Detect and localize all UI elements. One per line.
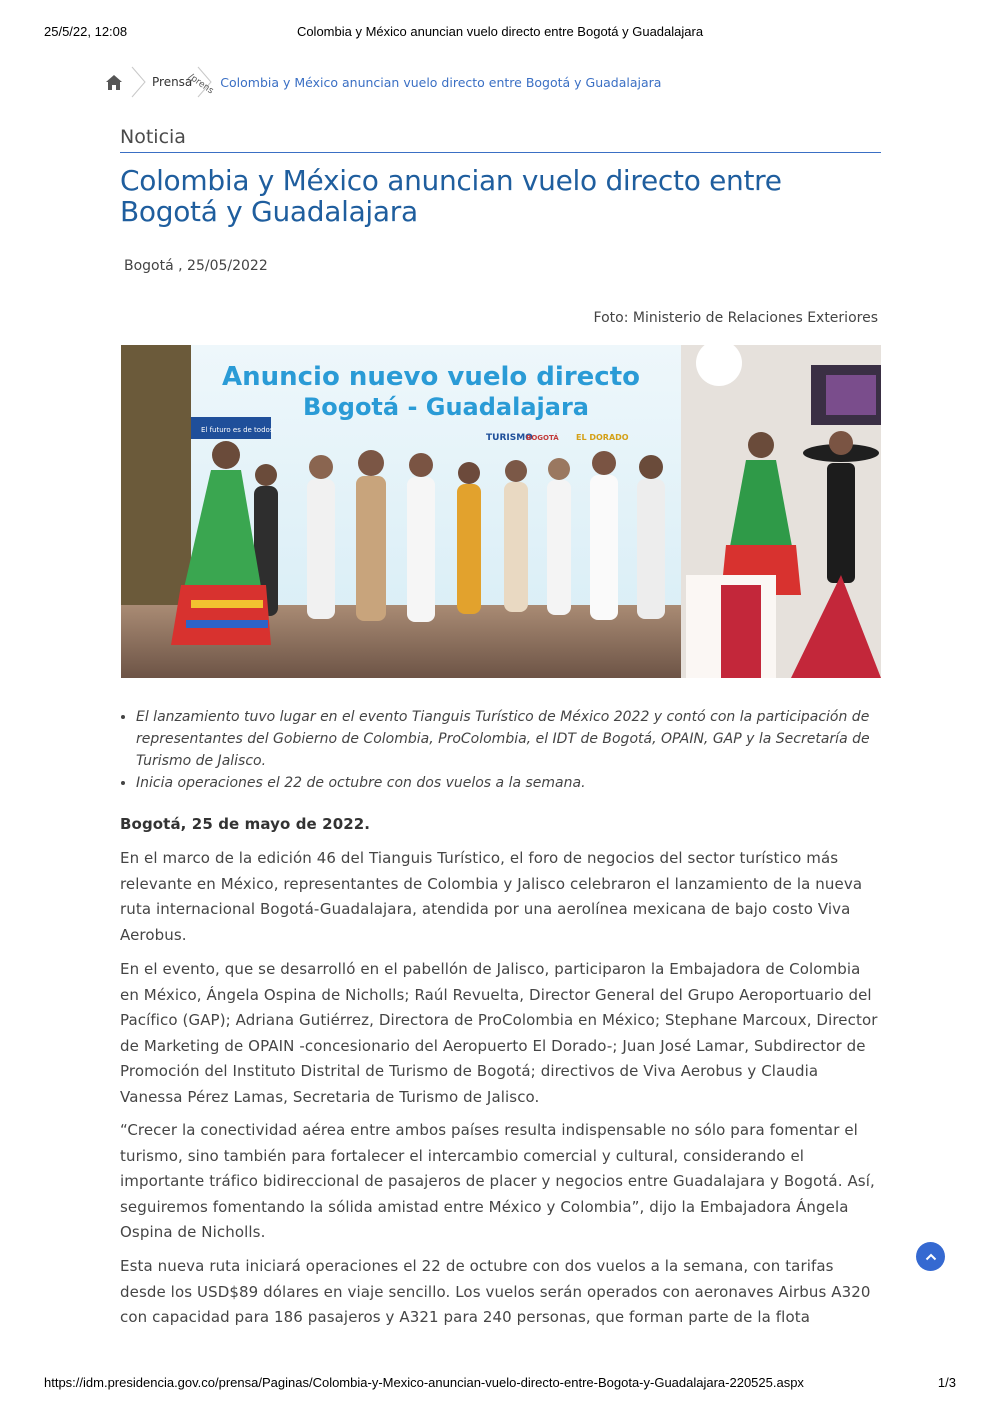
article-photo (121, 345, 881, 678)
body-dateline: Bogotá, 25 de mayo de 2022. (120, 815, 371, 833)
sponsor-eldorado: EL DORADO (576, 433, 629, 442)
article-title: Colombia y México anuncian vuelo directo entre Bogotá y Guadalajara (120, 164, 782, 228)
body-paragraph-3: “Crecer la conectividad aérea entre ambos países resulta indispensable no sólo para fomentar el turismo, sino también para fortalecer el intercambio comercial y cultural, considerando el importante tráfico bidireccional de pasajeros de placer y negocios entre Guadalajara y Bogotá. Así, seguiremos fomentando la sólida amistad entre México y Colombia”, dijo la Embajadora Ángela Ospina de Nicholls. (120, 1121, 875, 1241)
print-header (44, 24, 956, 42)
category-label: Noticia (120, 126, 186, 148)
print-title: Colombia y México anuncian vuelo directo entre Bogotá y Guadalajara (296, 24, 704, 39)
scroll-to-top-button[interactable] (916, 1242, 945, 1271)
event-photo-illustration (121, 345, 881, 678)
print-footer (44, 1375, 956, 1393)
category-divider (120, 152, 881, 153)
print-page-number: 1/3 (937, 1375, 956, 1390)
highlight-item: • Inicia operaciones el 22 de octubre con dos vuelos a la semana. (136, 772, 898, 794)
body-paragraph-4: Esta nueva ruta iniciará operaciones el 22 de octubre con dos vuelos a la semana, con tarifas desde los USD$89 dólares en viaje sencillo. Los vuelos serán operados con aeronaves Airbus A320 con capacidad para 186 pasajeros y A321 para 240 personas, que forman parte de la flota (120, 1257, 871, 1326)
body-paragraph-1: En el marco de la edición 46 del Tianguis Turístico, el foro de negocios del sector turístico más relevante en México, representantes de Colombia y Jalisco celebraron el lanzamiento de la nueva ruta internacional Bogotá-Guadalajara, atendida por una aerolínea mexicana de bajo costo Viva Aerobus. (120, 849, 863, 944)
sponsor-bogota: BOGOTÁ (526, 434, 559, 442)
print-url: https://idm.presidencia.gov.co/prensa/Paginas/Colombia-y-Mexico-anuncian-vuelo-directo-entre-Bogota-y-Guadalajara-220525.aspx (44, 1375, 804, 1390)
people-group (254, 450, 665, 622)
breadcrumb-separator-icon (130, 66, 146, 98)
breadcrumb-overflow-text: /prens (186, 72, 216, 97)
breadcrumb-separator-2 (186, 66, 216, 98)
breadcrumb-prensa[interactable]: Prensa (152, 75, 193, 89)
home-icon (106, 75, 122, 90)
sponsor-turismo: TURISMO (486, 433, 533, 443)
body-paragraph-2: En el evento, que se desarrolló en el pabellón de Jalisco, participaron la Embajadora de Colombia en México, Ángela Ospina de Nicholls; Raúl Revuelta, Director General del Grupo Aeroportuario del Pacífico (GAP); Adriana Gutiérrez, Directora de ProColombia en México; Stephane Marcoux, Director de Marketing de OPAIN -concesionario del Aeropuerto El Dorado-; Juan José Lamar, Subdirector de Promoción del Instituto Distrital de Turismo de Bogotá; directivos de Viva Aerobus y Claudia Vanessa Pérez Lamas, Secretaria de Turismo de Jalisco. (120, 960, 878, 1106)
banner-line-2: Bogotá - Guadalajara (302, 393, 590, 421)
highlight-item: • El lanzamiento tuvo lugar en el evento Tianguis Turístico de México 2022 y contó con la participación de representantes del Gobierno de Colombia, ProColombia, el IDT de Bogotá, OPAIN, GAP y la Secretaría de Turismo de Jalisco. (136, 706, 898, 772)
article-location-date: Bogotá , 25/05/2022 (124, 258, 268, 274)
banner-panel-text: El futuro es de todos (201, 426, 274, 434)
breadcrumb-current[interactable]: Colombia y México anuncian vuelo directo entre Bogotá y Guadalajara (220, 74, 662, 90)
print-timestamp: 25/5/22, 12:08 (44, 24, 128, 39)
banner-line-1: Anuncio nuevo vuelo directo (221, 362, 641, 392)
chevron-up-icon (925, 1253, 937, 1261)
photo-credit: Foto: Ministerio de Relaciones Exteriores (593, 310, 878, 326)
breadcrumb-home[interactable] (104, 72, 124, 92)
breadcrumb (104, 66, 661, 98)
article-highlights (120, 706, 898, 794)
